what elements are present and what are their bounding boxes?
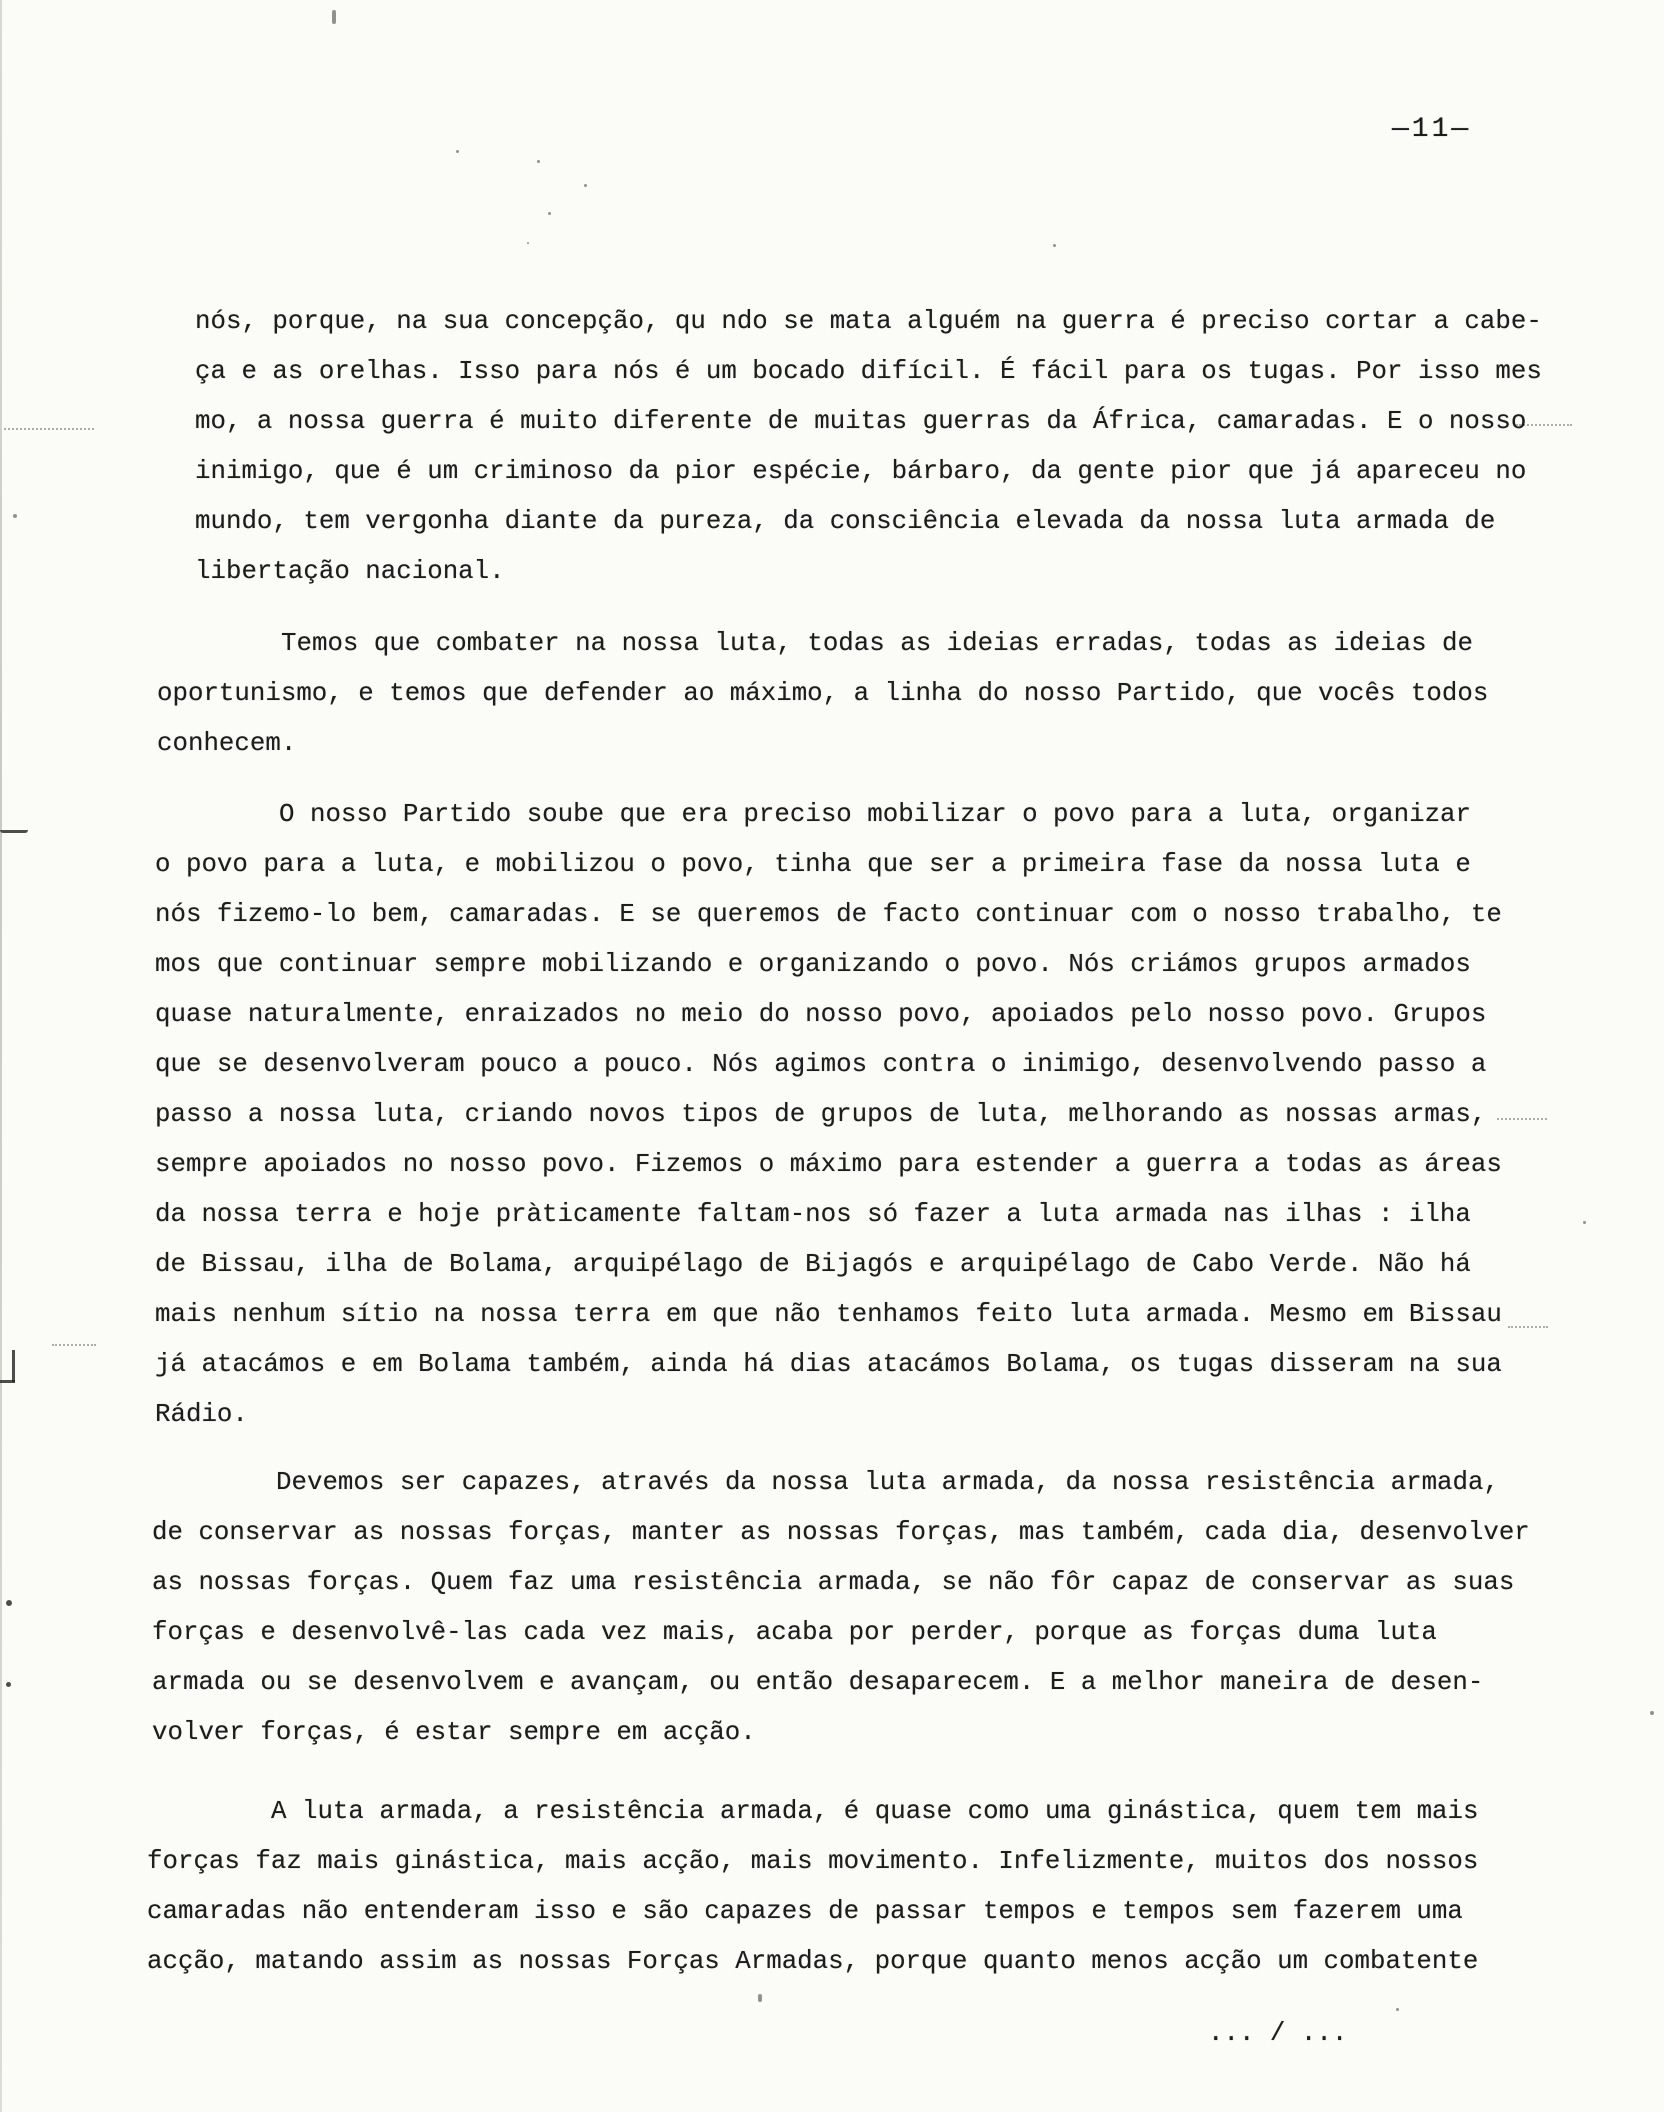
scan-speck (758, 1994, 762, 2002)
paragraph-5 (147, 1787, 1479, 1987)
continuation-marker: ... / ... (1208, 2019, 1348, 2048)
scan-speck (1583, 1221, 1586, 1224)
text-line: A luta armada, a resistência armada, é quase como uma ginástica, quem tem mais (271, 1797, 1479, 1826)
scan-speck (584, 184, 587, 187)
scan-speck (456, 150, 459, 153)
scan-edge (0, 0, 2, 2112)
scan-speck (1650, 1711, 1654, 1715)
paragraph-1 (195, 297, 1542, 597)
scan-edge-mark (0, 1380, 15, 1383)
text-line: forças faz mais ginástica, mais acção, mais movimento. Infelizmente, muitos dos nossos (147, 1847, 1479, 1876)
scan-speck (1053, 244, 1056, 247)
paragraph-2 (157, 619, 1488, 769)
text-line: nós fizemo-lo bem, camaradas. E se queremos de facto continuar com o nosso trabalho, te (155, 900, 1502, 929)
text-line: O nosso Partido soube que era preciso mobilizar o povo para a luta, organizar (279, 800, 1472, 829)
scan-speck (1396, 2008, 1399, 2011)
scan-speck (548, 212, 551, 215)
text-line: mais nenhum sítio na nossa terra em que não tenhamos feito luta armada. Mesmo em Bissau (155, 1300, 1502, 1329)
text-line: acção, matando assim as nossas Forças Armadas, porque quanto menos acção um combatente (147, 1947, 1479, 1976)
text-line: forças e desenvolvê-las cada vez mais, acaba por perder, porque as forças duma luta (152, 1618, 1437, 1647)
text-line: o povo para a luta, e mobilizou o povo, tinha que ser a primeira fase da nossa luta e (155, 850, 1471, 879)
text-line: quase naturalmente, enraizados no meio do nosso povo, apoiados pelo nosso povo. Grupos (155, 1000, 1487, 1029)
text-line: libertação nacional. (195, 557, 505, 586)
scan-dotted-mark (1508, 1326, 1548, 1328)
page-number: —11— (1392, 114, 1472, 145)
text-line: Rádio. (155, 1400, 248, 1429)
text-line: inimigo, que é um criminoso da pior espécie, bárbaro, da gente pior que já apareceu no (195, 457, 1527, 486)
text-line: mos que continuar sempre mobilizando e organizando o povo. Nós criámos grupos armados (155, 950, 1471, 979)
text-line: que se desenvolveram pouco a pouco. Nós agimos contra o inimigo, desenvolvendo passo a (155, 1050, 1487, 1079)
scan-speck (332, 10, 336, 24)
text-line: oportunismo, e temos que defender ao máximo, a linha do nosso Partido, que vocês todos (157, 679, 1489, 708)
scan-speck (13, 514, 17, 518)
text-line: Devemos ser capazes, através da nossa luta armada, da nossa resistência armada, (276, 1468, 1499, 1497)
scan-speck (527, 242, 529, 244)
text-line: Temos que combater na nossa luta, todas as ideias erradas, todas as ideias de (281, 629, 1474, 658)
text-line: camaradas não entenderam isso e são capazes de passar tempos e tempos sem fazerem uma (147, 1897, 1463, 1926)
paragraph-3 (155, 790, 1502, 1440)
text-line: de Bissau, ilha de Bolama, arquipélago de Bijagós e arquipélago de Cabo Verde. Não há (155, 1250, 1471, 1279)
scan-edge-mark (6, 1682, 11, 1687)
text-line: ça e as orelhas. Isso para nós é um bocado difícil. É fácil para os tugas. Por isso mes (195, 357, 1542, 386)
scan-edge-mark (6, 1600, 12, 1606)
text-line: passo a nossa luta, criando novos tipos de grupos de luta, melhorando as nossas armas, (155, 1100, 1487, 1129)
text-line: sempre apoiados no nosso povo. Fizemos o máximo para estender a guerra a todas as áreas (155, 1150, 1502, 1179)
scan-dotted-mark (52, 1344, 96, 1346)
text-line: mo, a nossa guerra é muito diferente de muitas guerras da África, camaradas. E o nosso (195, 407, 1527, 436)
scan-dotted-mark (1497, 1118, 1547, 1120)
text-line: volver forças, é estar sempre em acção. (152, 1718, 756, 1747)
scan-speck (537, 160, 540, 163)
paragraph-4 (152, 1458, 1530, 1758)
text-line: as nossas forças. Quem faz uma resistência armada, se não fôr capaz de conservar as suas (152, 1568, 1515, 1597)
text-line: conhecem. (157, 729, 297, 758)
scan-edge-mark (12, 1350, 15, 1382)
scan-edge-mark (0, 830, 28, 833)
text-line: de conservar as nossas forças, manter as nossas forças, mas também, cada dia, desenvolver (152, 1518, 1530, 1547)
text-line: já atacámos e em Bolama também, ainda há dias atacámos Bolama, os tugas disseram na sua (155, 1350, 1502, 1379)
text-line: armada ou se desenvolvem e avançam, ou então desaparecem. E a melhor maneira de desen- (152, 1668, 1484, 1697)
text-line: mundo, tem vergonha diante da pureza, da consciência elevada da nossa luta armada de (195, 507, 1496, 536)
scan-dotted-mark (4, 428, 94, 430)
text-line: nós, porque, na sua concepção, qu ndo se mata alguém na guerra é preciso cortar a cabe- (195, 307, 1542, 336)
text-line: da nossa terra e hoje pràticamente faltam-nos só fazer a luta armada nas ilhas : ilha (155, 1200, 1471, 1229)
